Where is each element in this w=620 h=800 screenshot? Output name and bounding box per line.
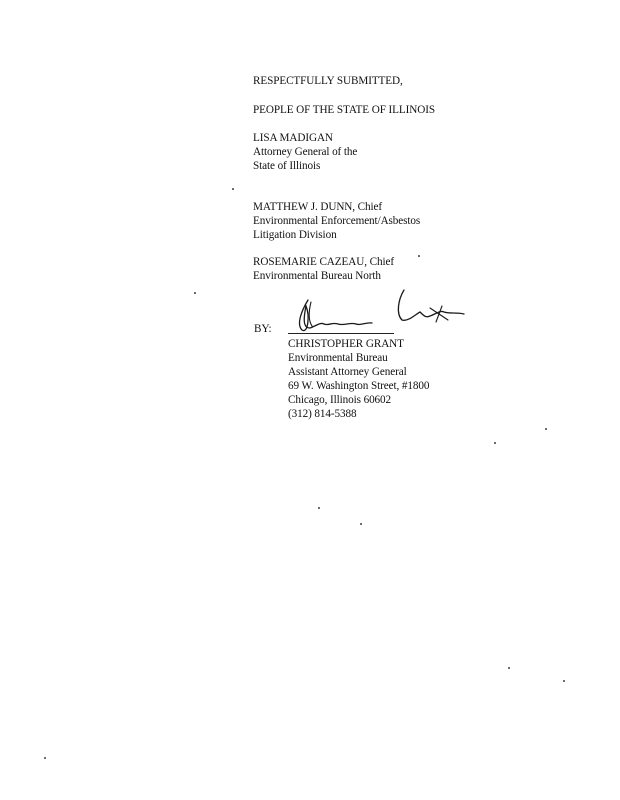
scan-speck [194, 292, 196, 294]
signer-line-5: (312) 814-5388 [288, 408, 357, 420]
signer-line-2: Assistant Attorney General [288, 366, 407, 378]
scan-speck [418, 255, 420, 257]
attorney-general-title-2: State of Illinois [253, 160, 321, 172]
scan-speck [232, 188, 234, 190]
scan-speck [360, 523, 362, 525]
closing-line: RESPECTFULLY SUBMITTED, [253, 75, 403, 87]
scan-speck [563, 680, 565, 682]
scan-speck [494, 442, 496, 444]
division-chief-name: MATTHEW J. DUNN, Chief [253, 201, 383, 213]
scan-speck [545, 428, 547, 430]
signer-line-1: Environmental Bureau [288, 352, 388, 364]
scan-speck [508, 667, 510, 669]
division-chief-title-1: Environmental Enforcement/Asbestos [253, 215, 421, 227]
party-line: PEOPLE OF THE STATE OF ILLINOIS [253, 104, 435, 116]
signer-name: CHRISTOPHER GRANT [288, 338, 404, 350]
bureau-chief-name: ROSEMARIE CAZEAU, Chief [253, 256, 394, 268]
by-label: BY: [254, 323, 272, 335]
division-chief-title-2: Litigation Division [253, 229, 337, 241]
scan-speck [318, 507, 320, 509]
attorney-general-title-1: Attorney General of the [253, 146, 358, 158]
signer-line-4: Chicago, Illinois 60602 [288, 394, 392, 406]
bureau-chief-title-1: Environmental Bureau North [253, 270, 381, 282]
scan-speck [44, 757, 46, 759]
signer-line-3: 69 W. Washington Street, #1800 [288, 380, 430, 392]
attorney-general-name: LISA MADIGAN [253, 132, 333, 144]
signature-line [288, 333, 394, 334]
